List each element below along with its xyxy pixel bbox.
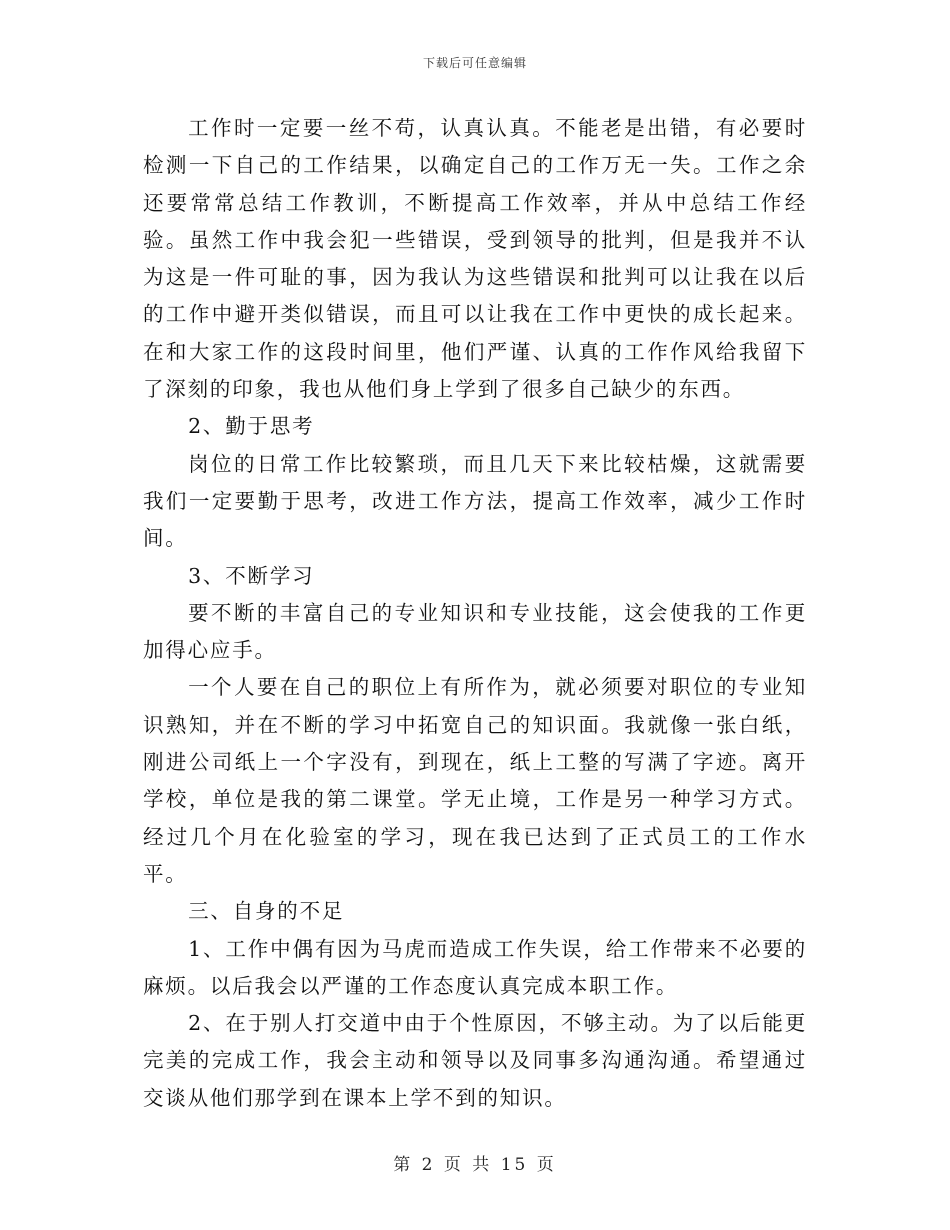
page-number-footer: 第 2 页 共 15 页 (393, 1155, 557, 1175)
page-header: 下载后可任意编辑 (422, 56, 527, 70)
paragraph-diligent-thinking: 岗位的日常工作比较繁琐，而且几天下来比较枯燥，这就需要我们一定要勤于思考，改进工作方法，提高工作效率，减少工作时间。 (143, 451, 807, 551)
paragraph-shortcoming-2: 2、在于别人打交道中由于个性原因，不够主动。为了以后能更完美的完成工作，我会主动和领导以及同事多沟通沟通。希望通过交谈从他们那学到在课本上学不到的知识。 (143, 1011, 807, 1110)
paragraph-work-attitude: 工作时一定要一丝不苟，认真认真。不能老是出错，有必要时检测一下自己的工作结果，以确定自己的工作万无一失。工作之余还要常常总结工作教训，不断提高工作效率，并从中总结工作经验。虽然工作中我会犯一些错误，受到领导的批判，但是我并不认为这是一件可耻的事，因为我认为这些错误和批判可以让我在以后的工作中避开类似错误，而且可以让我在工作中更快的成长起来。在和大家工作的这段时间里，他们严谨、认真的工作作风给我留下了深刻的印象，我也从他们身上学到了很多自己缺少的东西。 (143, 116, 807, 402)
heading-shortcomings: 三、自身的不足 (188, 899, 345, 924)
paragraph-job-knowledge: 一个人要在自己的职位上有所作为，就必须要对职位的专业知识熟知，并在不断的学习中拓宽自己的知识面。我就像一张白纸，刚进公司纸上一个字没有，到现在，纸上工整的写满了字迹。离开学校，单位是我的第二课堂。学无止境，工作是另一种学习方式。经过几个月在化验室的学习，现在我已达到了正式员工的工作水平。 (143, 675, 807, 886)
paragraph-shortcoming-1: 1、工作中偶有因为马虎而造成工作失误，给工作带来不必要的麻烦。以后我会以严谨的工作态度认真完成本职工作。 (143, 936, 807, 998)
heading-continuous-learning: 3、不断学习 (188, 563, 315, 588)
document-body (143, 110, 807, 1117)
heading-diligent-thinking: 2、勤于思考 (188, 414, 315, 439)
paragraph-enrich-knowledge: 要不断的丰富自己的专业知识和专业技能，这会使我的工作更加得心应手。 (143, 600, 807, 663)
